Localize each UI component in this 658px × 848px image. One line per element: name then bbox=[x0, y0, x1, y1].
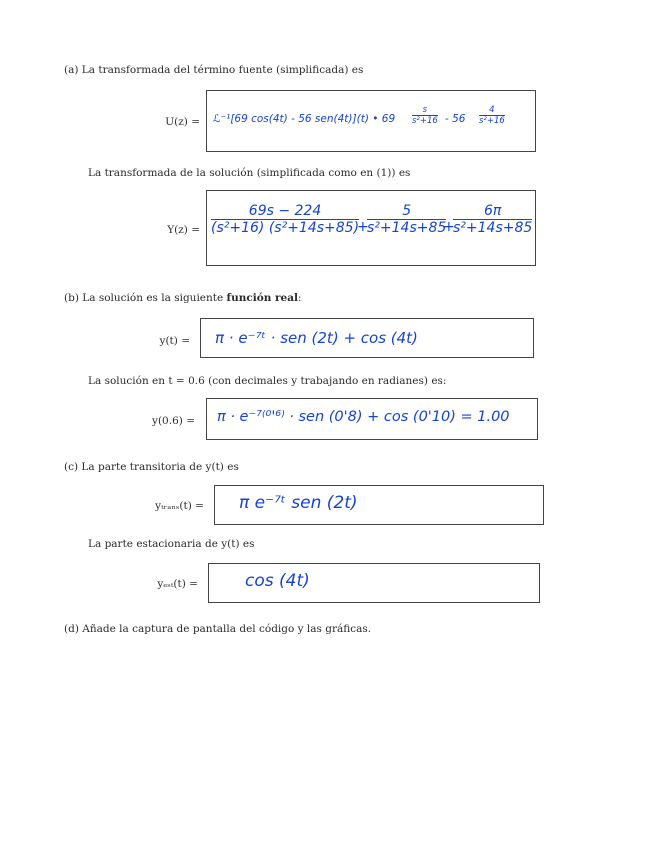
est-answer-box bbox=[208, 563, 540, 603]
Y-f3-num: 6π bbox=[483, 203, 502, 219]
Y-f2-den: s²+14s+85 bbox=[367, 220, 447, 236]
eval-intro: La solución en t = 0.6 (con decimales y trabajando en radianes) es: bbox=[88, 375, 447, 387]
est-lhs: yₑₛₜ(t) = bbox=[157, 578, 198, 590]
stat-intro: La parte estacionaria de y(t) es bbox=[88, 538, 255, 550]
est-handwritten: cos (4t) bbox=[245, 571, 310, 591]
Y-f1-num: 69s − 224 bbox=[248, 203, 322, 219]
section-b-heading bbox=[64, 292, 302, 304]
y-handwritten: π · e⁻⁷ᵗ · sen (2t) + cos (4t) bbox=[215, 329, 418, 347]
section-b-heading-colon: : bbox=[298, 292, 302, 304]
section-b-heading-text: (b) La solución es la siguiente bbox=[64, 292, 227, 304]
U-f1-num: s bbox=[422, 105, 428, 115]
section-a-heading: (a) La transformada del término fuente (simplificada) es bbox=[64, 64, 364, 76]
trans-lhs: yₜᵣₐₙₛ(t) = bbox=[155, 500, 204, 512]
Y-f2-num: 5 bbox=[402, 203, 412, 219]
U-f2-den: s²+16 bbox=[479, 116, 505, 126]
Y-plus-2: + bbox=[443, 219, 455, 235]
y-answer-box bbox=[200, 318, 534, 358]
Y-lhs: Y(z) = bbox=[167, 224, 200, 236]
Y-intro: La transformada de la solución (simplificada como en (1)) es bbox=[88, 167, 411, 179]
Y-fraction-1 bbox=[211, 203, 359, 236]
section-c-heading: (c) La parte transitoria de y(t) es bbox=[64, 461, 239, 473]
U-handwritten-main: ℒ⁻¹[69 cos(4t) - 56 sen(4t)](t) • 69 bbox=[213, 113, 396, 125]
U-fraction-1 bbox=[412, 105, 438, 126]
U-answer-box bbox=[206, 90, 536, 152]
y06-handwritten: π · e⁻⁷⁽⁰'⁶⁾ · sen (0'8) + cos (0'10) = 1.00 bbox=[217, 409, 510, 425]
Y-fraction-3 bbox=[453, 203, 532, 236]
Y-answer-box bbox=[206, 190, 536, 266]
section-d-heading: (d) Añade la captura de pantalla del código y las gráficas. bbox=[64, 623, 372, 635]
trans-answer-box bbox=[214, 485, 544, 525]
section-b-heading-bold: función real bbox=[226, 292, 299, 304]
Y-f3-den: s²+14s+85 bbox=[453, 220, 533, 236]
y06-lhs: y(0.6) = bbox=[152, 415, 195, 427]
U-lhs: U(z) = bbox=[165, 116, 200, 128]
Y-fraction-2 bbox=[367, 203, 446, 236]
U-minus-term: - 56 bbox=[445, 113, 466, 125]
trans-handwritten: π e⁻⁷ᵗ sen (2t) bbox=[239, 493, 358, 513]
U-f1-den: s²+16 bbox=[412, 116, 438, 126]
y-lhs: y(t) = bbox=[159, 335, 190, 347]
Y-f1-den: (s²+16) (s²+14s+85) bbox=[211, 220, 360, 236]
U-fraction-2 bbox=[479, 105, 505, 126]
Y-plus-1: + bbox=[357, 219, 369, 235]
y06-answer-box bbox=[206, 398, 538, 440]
U-f2-num: 4 bbox=[489, 105, 495, 115]
